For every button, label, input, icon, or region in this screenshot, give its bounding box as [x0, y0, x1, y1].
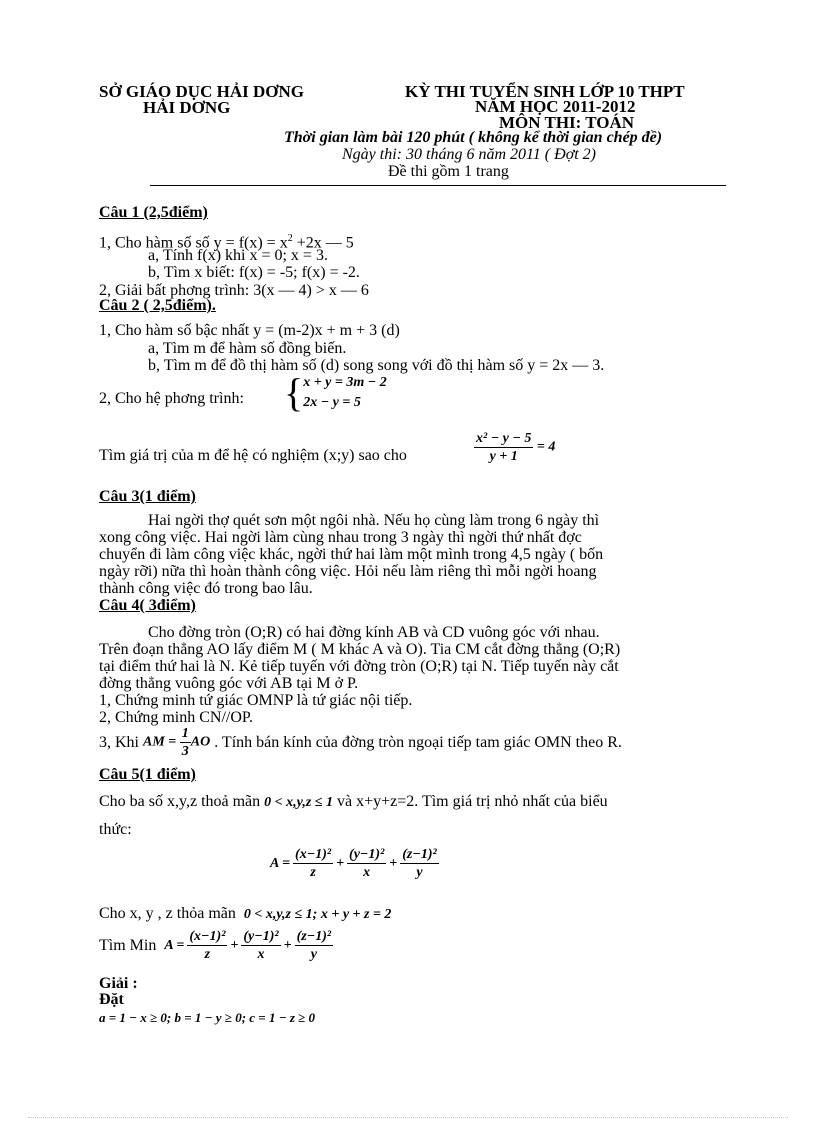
exam-date: Ngày thi: 30 tháng 6 năm 2011 ( Đợt 2)	[342, 146, 596, 163]
condition-formula: $\frac{\text{x² − y − 5}}{y + 1}$ = 4	[476, 431, 556, 464]
question-5-title: Câu 5(1 điểm)	[99, 766, 196, 783]
q3-line-5: thành công việc đó trong bao lâu.	[99, 580, 313, 597]
q5-line-4: Tìm Min A = $\frac{\text{(x−1)²}}{z}$ + $\frac{\text{(y−1)²}}{x}$ + $\frac{\text{(z−1)²}}{y}$	[99, 929, 332, 962]
department-location: HẢI DƠNG	[143, 98, 231, 117]
equation-system: { x + y = 3m − 2 2x − y = 5	[284, 370, 387, 415]
school-year: NĂM HỌC 2011-2012	[475, 97, 636, 116]
q4-line-4: đờng thẳng vuông góc với AB tại M ở P.	[99, 675, 359, 692]
q3-line-3: chuyển đi làm công việc khác, ngời thứ hai làm một mình trong 4,5 ngày ( bốn	[99, 546, 604, 563]
q3-line-1: Hai ngời thợ quét sơn một ngôi nhà. Nếu họ cùng làm trong 6 ngày thì	[148, 512, 600, 529]
q2-line-4: 2, Cho hệ phơng trình:	[99, 390, 244, 407]
q1-line-2: a, Tính f(x) khi x = 0; x = 3.	[148, 247, 328, 264]
q3-line-2: xong công việc. Hai ngời làm cùng nhau trong 3 ngày thì ngời thứ nhất đợc	[99, 529, 582, 546]
question-3-title: Câu 3(1 điểm)	[99, 488, 196, 505]
question-2-title: Câu 2 ( 2,5điểm).	[99, 297, 216, 314]
question-4-title: Câu 4( 3điểm)	[99, 597, 196, 614]
q1-line-1: 1, Cho hàm số số $y = f(x) = x^2 +2x$ — 5	[99, 233, 354, 252]
am-ratio-formula: AM = $\frac{1}{3}$ AO	[143, 726, 211, 759]
solution-substitution: a = 1 − x ≥ 0; b = 1 − y ≥ 0; c = 1 − z ≥ 0	[99, 1010, 316, 1025]
q4-line-5: 1, Chứng minh tứ giác OMNP là tứ giác nội tiếp.	[99, 692, 413, 709]
q4-line-2: Trên đoạn thẳng AO lấy điểm M ( M khác A và O). Tia CM cắt đờng thẳng (O;R)	[99, 641, 621, 658]
time-note: Thời gian làm bài 120 phút ( không kể thời gian chép đề)	[284, 129, 663, 146]
q4-line-7: 3, Khi AM = $\frac{1}{3}$ AO . Tính bán kính của đờng tròn ngoại tiếp tam giác OMN theo R.	[99, 726, 622, 759]
subject: MÔN THI: TOÁN	[499, 113, 635, 132]
q4-line-6: 2, Chứng minh CN//OP.	[99, 709, 254, 726]
header-divider	[150, 185, 726, 186]
q1-line-4: 2, Giải bất phơng trình: 3(x — 4) > x — 6	[99, 282, 369, 299]
q1-line-3: b, Tìm x biết: f(x) = -5; f(x) = -2.	[148, 264, 360, 281]
q2-line-3: b, Tìm m để đồ thị hàm số (d) song song với đồ thị hàm số y = 2x — 3.	[148, 357, 605, 374]
solution-set-label: Đặt	[99, 991, 124, 1008]
q3-line-4: ngày rỡi) nữa thì hoàn thành công việc. Hỏi nếu làm riêng thì mỗi ngời hoang	[99, 563, 597, 580]
exam-title: KỲ THI TUYỂN SINH LỚP 10 THPT	[405, 82, 685, 101]
expression-a: A = $\frac{\text{(x−1)²}}{z}$ + $\frac{\text{(y−1)²}}{x}$ + $\frac{\text{(z−1)²}}{y}$	[270, 847, 437, 880]
q4-line-3: tại điểm thứ hai là N. Kẻ tiếp tuyến với đờng tròn (O;R) tại N. Tiếp tuyến này cắt	[99, 658, 619, 675]
question-1-title: Câu 1 (2,5điểm)	[99, 204, 208, 221]
q5-line-3: Cho x, y , z thỏa mãn 0 < x,y,z ≤ 1; x + y + z = 2	[99, 905, 392, 922]
expression-a-min: A = $\frac{\text{(x−1)²}}{z}$ + $\frac{\text{(y−1)²}}{x}$ + $\frac{\text{(z−1)²}}{y}$	[164, 929, 332, 962]
q5-line-1: Cho ba số x,y,z thoả mãn 0 < x,y,z ≤ 1 và x+y+z=2. Tìm giá trị nhỏ nhất của biểu	[99, 793, 608, 810]
q2-line-2: a, Tìm m để hàm số đồng biến.	[148, 340, 347, 357]
q4-line-1: Cho đờng tròn (O;R) có hai đờng kính AB và CD vuông góc với nhau.	[148, 624, 600, 641]
page-count: Đề thi gồm 1 trang	[388, 163, 509, 180]
q2-line-5: Tìm giá trị của m để hệ có nghiệm (x;y) sao cho	[99, 447, 407, 464]
department-name: SỞ GIÁO DỤC HẢI DƠNG	[99, 82, 304, 101]
solution-title: Giải :	[99, 975, 138, 992]
page-bottom-border	[28, 1117, 788, 1118]
q2-line-1: 1, Cho hàm số bậc nhất y = (m-2)x + m + 3 (d)	[99, 322, 400, 339]
q5-line-2: thức:	[99, 821, 132, 838]
